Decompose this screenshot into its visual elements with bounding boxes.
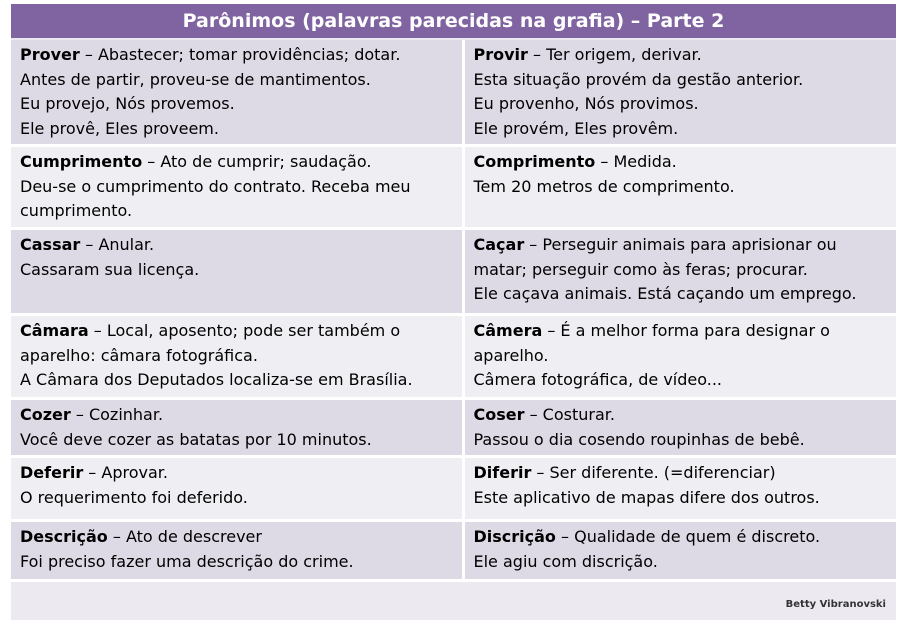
entry-definition: – É a melhor forma para designar o aparelho. [473,321,830,365]
entry-example: Deu-se o cumprimento do contrato. Receba meu cumprimento. [20,176,411,220]
entry-example: Tem 20 metros de comprimento. [473,176,735,196]
entry-definition: – Perseguir animais para aprisionar ou matar; perseguir como às feras; procurar. [473,235,837,279]
entry-term: Descrição [20,527,108,546]
entry-example: Passou o dia cosendo roupinhas de bebê. [473,429,805,449]
entry-example: Eu provejo, Nós provemos. [20,94,235,113]
entry-term: Cozer [20,405,71,424]
paronyms-table [11,40,896,582]
entry-term: Coser [473,405,525,424]
entry-example: Eu provenho, Nós provimos. [473,94,699,113]
entry-term: Deferir [20,463,84,482]
entry-example: Este aplicativo de mapas difere dos outros. [473,487,820,507]
entry-cell-diferir [463,457,896,521]
entry-cell-cacar [463,229,896,315]
entry-term: Câmera [473,321,543,340]
entry-definition: – Ato de descrever [107,527,262,546]
entry-term: Comprimento [473,152,596,171]
page-title: Parônimos (palavras parecidas na grafia) – Parte 2 [11,4,896,38]
entry-example: Cassaram sua licença. [20,259,200,279]
entry-example: Ele provê, Eles proveem. [20,118,219,138]
entry-example: O requerimento foi deferido. [20,487,248,507]
entry-example: A Câmara dos Deputados localiza-se em Brasília. [20,370,413,389]
entry-example: Ele agiu com discrição. [473,551,658,571]
table-row [11,457,896,521]
author-credit: Betty Vibranovski [785,599,886,610]
table-row [11,40,896,146]
entry-cell-provir [463,40,896,146]
entry-definition: – Ser diferente. (=diferenciar) [531,463,776,482]
entry-term: Caçar [473,235,525,254]
table-row [11,521,896,581]
entry-example: Esta situação provém da gestão anterior. [473,69,804,89]
entry-cell-cumprimento [11,146,463,229]
entry-definition: – Ato de cumprir; saudação. [142,152,372,171]
entry-definition: – Costurar. [524,405,615,424]
entry-definition: – Cozinhar. [70,405,164,424]
entry-cell-camara [11,315,463,399]
entry-definition: – Anular. [80,235,155,254]
entry-term: Prover [20,45,80,64]
entry-definition: – Ter origem, derivar. [527,45,702,64]
entry-cell-coser [463,399,896,457]
entry-term: Provir [473,45,528,64]
entry-cell-cassar [11,229,463,315]
entry-cell-cozer [11,399,463,457]
entry-example: Ele provém, Eles provêm. [473,118,679,138]
entry-term: Cassar [20,235,81,254]
entry-cell-discricao [463,521,896,581]
entry-term: Câmara [20,321,89,340]
entry-definition: – Qualidade de quem é discreto. [555,527,821,546]
table-row [11,315,896,399]
entry-cell-camera [463,315,896,399]
entry-cell-prover [11,40,463,146]
entry-definition: – Medida. [595,152,677,171]
entry-term: Diferir [473,463,532,482]
entry-cell-descricao [11,521,463,581]
table-row [11,229,896,315]
entry-example: Você deve cozer as batatas por 10 minutos. [20,429,372,449]
entry-example: Ele caçava animais. Está caçando um emprego. [473,284,857,303]
entry-term: Cumprimento [20,152,143,171]
entry-definition: – Aprovar. [83,463,168,482]
entry-cell-deferir [11,457,463,521]
entry-example: Câmera fotográfica, de vídeo... [473,370,723,389]
entry-example: Antes de partir, proveu-se de mantimentos. [20,69,371,89]
entry-definition: – Abastecer; tomar providências; dotar. [79,45,401,64]
entry-term: Discrição [473,527,556,546]
table-row [11,399,896,457]
table-row [11,146,896,229]
entry-cell-comprimento [463,146,896,229]
entry-definition: – Local, aposento; pode ser também o aparelho: câmara fotográfica. [20,321,401,365]
entry-example: Foi preciso fazer uma descrição do crime. [20,551,354,571]
slide-frame [11,4,896,620]
